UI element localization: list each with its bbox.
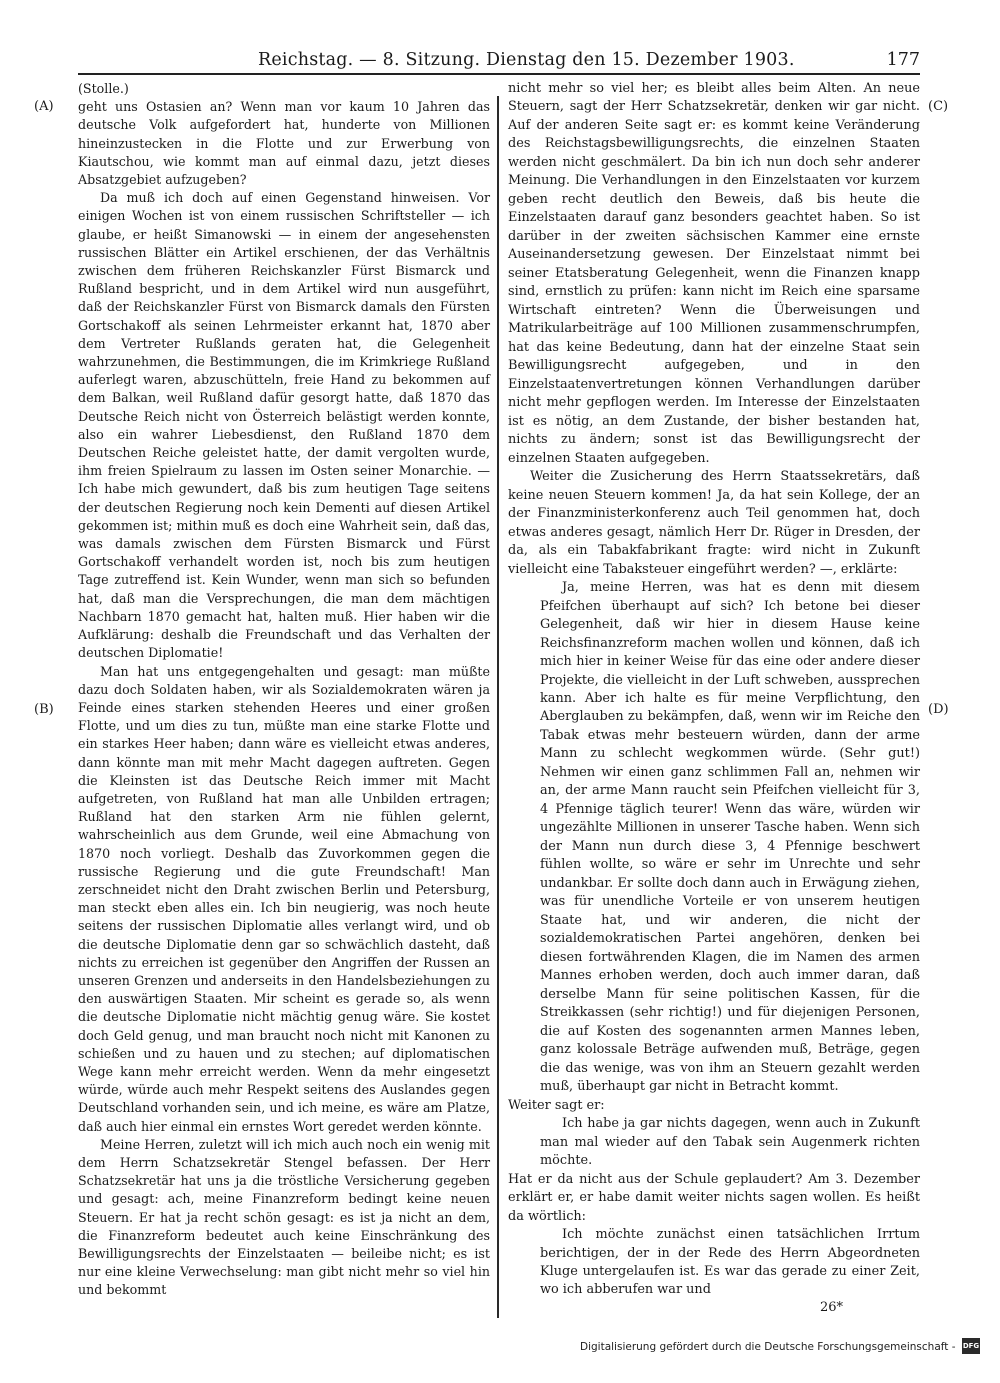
digitization-note: Digitalisierung gefördert durch die Deutsche Forschungsgemeinschaft -	[580, 1341, 956, 1353]
dfg-logo-icon: DFG	[962, 1338, 980, 1354]
margin-marker-b: (B)	[34, 702, 54, 717]
right-column	[508, 80, 920, 1300]
quote-paragraph: Ja, meine Herren, was hat es denn mit diesem Pfeifchen überhaupt auf sich? Ich betone bei dieser Gelegenheit, daß wir hier in diesem Hause keine Reichsfinanzreform machen wollen und können, daß ich mich hier in keiner Weise für das eine oder andere dieser Projekte, die vielleicht in der Luft schweben, aussprechen kann. Aber ich halte es für meine Verpflichtung, den Aberglauben zu bekämpfen, daß, wenn wir im Reiche den Tabak etwas mehr besteuern würden, dann der arme Mann zu schlecht wegkommen würde. (Sehr gut!) Nehmen wir einen ganz schlimmen Fall an, nehmen wir an, der arme Mann raucht sein Pfeifchen vielleicht für 3, 4 Pfennige täglich teurer! Wenn das wäre, würden wir ungezählte Millionen in unserer Tasche haben. Wenn sich der Mann nun durch diese 3, 4 Pfennige beschwert fühlen wollte, so wäre er sehr im Unrechte und sehr undankbar. Er sollte doch dann auch in Erwägung ziehen, was für unendliche Vorteile er von unserem heutigen Staate hat, und wir anderen, die nicht der sozialdemokratischen Partei angehören, denken bei diesen fortwährenden Klagen, die im Namen des armen Mannes erhoben werden, doch auch immer daran, daß derselbe Mann für seine politischen Kassen, für die Streikkassen (sehr richtig!) und für diejenigen Personen, die auf Kosten des sogenannten armen Mannes leben, ganz kolossale Beträge aufwenden muß, Beträge, gegen die das wenige, was von ihm an Steuern gezahlt werden muß, überhaupt gar nicht in Betracht kommt.	[540, 580, 920, 1095]
block-quote	[508, 1115, 920, 1170]
block-quote	[508, 579, 920, 1097]
header-title: Reichstag. — 8. Sitzung. Dienstag den 15. Dezember 1903.	[258, 50, 795, 70]
paragraph: Da muß ich doch auf einen Gegenstand hinweisen. Vor einigen Wochen ist von einem russischen Schriftsteller — ich glaube, er heißt Simanowski — in einem der angesehensten russischen Blätter ein Artikel erschienen, der das Verhältnis zwischen dem früheren Reichskanzler Fürst Bismarck und Rußland bespricht, und in dem Artikel wird nun ausgeführt, daß der Reichskanzler Fürst von Bismarck damals den Fürsten Gortschakoff als seinen Lehrmeister erkannt hat, 1870 aber dem Vertreter Rußlands geraten hat, die Gelegenheit wahrzunehmen, die Bestimmungen, die im Krimkriege Rußland auferlegt waren, abzuschütteln, freie Hand zu bekommen auf dem Balkan, weil Rußland dafür gesorgt hatte, daß 1870 das Deutsche Reich nicht von Österreich belästigt werden konnte, also ein wahrer Liebesdienst, den Rußland 1870 dem Deutschen Reiche geleistet hatte, der damit vergolten wurde, ihm freien Spielraum zu lassen im Osten seiner Monarchie. — Ich habe mich gewundert, daß bis zum heutigen Tage seitens der deutschen Regierung noch kein Dementi auf diesen Artikel gekommen ist; mithin muß es doch eine Wahrheit sein, daß das, was damals zwischen dem Fürsten Bismarck und Fürst Gortschakoff verhandelt worden ist, noch bis zum heutigen Tage zutreffend ist. Kein Wunder, wenn man sich so befunden hat, daß man die Versprechungen, die man dem mächtigen Nachbarn 1870 gemacht hat, halten muß. Hier haben wir die Aufklärung: deshalb die Freundschaft und das Verhalten der deutschen Diplomatie!	[78, 190, 490, 661]
block-quote	[508, 1226, 920, 1300]
quote-paragraph: Ich möchte zunächst einen tatsächlichen Irrtum berichtigen, der in der Rede des Herrn Abgeordneten Kluge untergelaufen ist. Es war das gerade zu einer Zeit, wo ich abberufen war und	[540, 1227, 920, 1298]
page-number: 177	[886, 50, 920, 70]
signature-mark: 26*	[820, 1300, 844, 1315]
margin-marker-a: (A)	[34, 99, 54, 114]
left-column	[78, 80, 490, 1300]
column-divider	[497, 96, 499, 1318]
paragraph: geht uns Ostasien an? Wenn man vor kaum 10 Jahren das deutsche Volk aufgefordert hat, hunderte von Millionen hineinzustecken in die Flotte und zur Erwerbung von Kiautschou, wie kommt man auf einmal dazu, jetzt dieses Absatzgebiet aufzugeben?	[78, 99, 490, 188]
header-rule	[78, 73, 920, 75]
speaker-name: (Stolle.)	[78, 81, 129, 96]
quote-paragraph: Ich habe ja gar nichts dagegen, wenn auch in Zukunft man mal wieder auf den Tabak sein Augenmerk richten möchte.	[540, 1116, 920, 1169]
paragraph: Weiter sagt er:	[508, 1097, 605, 1113]
paragraph: Hat er da nicht aus der Schule geplaudert? Am 3. Dezember erklärt er, er habe damit weiter nichts sagen wollen. Es heißt da wörtlich:	[508, 1171, 920, 1224]
margin-marker-d: (D)	[928, 702, 949, 717]
paragraph: Man hat uns entgegengehalten und gesagt: man müßte dazu doch Soldaten haben, wir als Sozialdemokraten wären ja Feinde eines starken stehenden Heeres und einer großen Flotte, und um dies zu tun, müßte man eine starke Flotte und ein starkes Heer haben; dann wäre es vielleicht etwas anderes, dann könnte man mit mehr Macht dagegen auftreten. Gegen die Kleinsten ist das Deutsche Reich immer mit Macht aufgetreten, von Rußland hat man alle Unbilden ertragen; Rußland hat den starken Arm nie fühlen gelernt, wahrscheinlich aus dem Grunde, weil eine Abmachung von 1870 noch vorliegt. Deshalb das Zuvorkommen gegen die russische Regierung und die gute Freundschaft! Man zerschneidet nicht den Draht zwischen Berlin und Petersburg, man steckt eben alles ein. Ich bin neugierig, was noch heute seitens der russischen Diplomatie alles verlangt wird, und ob die deutsche Diplomatie denn gar so schwächlich dasteht, daß nichts zu erreichen ist gegenüber den Angriffen der Russen an unseren Grenzen und anderseits in den Handelsbeziehungen zu den auswärtigen Staaten. Mir scheint es gerade so, als wenn die deutsche Diplomatie nicht mächtig genug wäre. Sie kostet doch Geld genug, und man braucht noch nicht mit Kanonen zu schießen und zu hauen und zu stechen; auf diplomatischen Wege kann mehr erreicht werden. Wenn da mehr eingesetzt würde, würde auch mehr Respekt seitens des Auslandes gegen Deutschland vorhanden sein, und ich meine, es wäre am Platze, daß auch hier einmal ein ernstes Wort geredet werden könnte.	[78, 663, 490, 1134]
paragraph: Weiter die Zusicherung des Herrn Staatssekretärs, daß keine neuen Steuern kommen! Ja, da hat sein Kollege, der an der Finanzministerkonferenz auch Teil genommen hat, doch etwas anderes gesagt, nämlich Herr Dr. Rüger in Dresden, der da, als ein Tabakfabrikant fragte: wird nicht in Zukunft vielleicht eine Tabaksteuer eingeführt werden? —, erklärte:	[508, 469, 920, 577]
paragraph: nicht mehr so viel her; es bleibt alles beim Alten. An neue Steuern, sagt der Herr Schatzsekretär, denken wir gar nicht. Auf der anderen Seite sagt er: es kommt keine Veränderung des Reichstagsbewilligungsrechts, die einzelnen Staaten werden nicht geschmälert. Da bin ich nun doch sehr anderer Meinung. Die Verhandlungen in den Einzelstaaten vor kurzem geben recht deutlich den Beweis, daß bis heute die Einzelstaaten darauf ganz besonders geachtet haben. So ist darüber in der zweiten sächsischen Kammer eine ernste Auseinandersetzung gewesen. Der Einzelstaat nimmt bei seiner Etatsberatung Gelegenheit, wenn die Finanzen knapp sind, ernstlich zu prüfen: kann nicht im Reich eine sparsame Wirtschaft eintreten? Wenn die Überweisungen und Matrikularbeiträge auf 100 Millionen zusammenschrumpfen, hat das keine Bedeutung, dann hat der einzelne Staat sein Bewilligungsrecht aufgegeben, und in den Einzelstaatenvertretungen können Verhandlungen darüber nicht mehr gepflogen werden. Im Interesse der Einzelstaaten ist es nötig, an dem Zustande, der bisher bestanden hat, nichts zu ändern; sonst ist das Bewilligungsrecht der einzelnen Staaten aufgegeben.	[508, 81, 920, 466]
margin-marker-c: (C)	[928, 99, 949, 114]
paragraph: Meine Herren, zuletzt will ich mich auch noch ein wenig mit dem Herrn Schatzsekretär Stengel befassen. Der Herr Schatzsekretär hat uns ja die tröstliche Versicherung gegeben und gesagt: ach, meine Finanzreform bedingt keine neuen Steuern. Er hat ja recht schön gesagt: es ist ja nicht an dem, die Finanzreform bedeutet auch keine Einschränkung des Bewilligungsrechts der Einzelstaaten — beileibe nicht; es ist nur eine kleine Verwechselung: man gibt nicht mehr so viel hin und bekommt	[78, 1136, 490, 1298]
